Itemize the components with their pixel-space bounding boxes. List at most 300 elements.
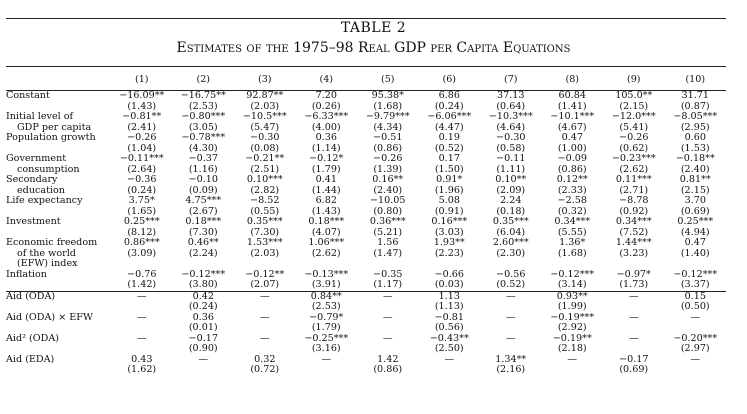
coefficient-cell	[173, 291, 235, 313]
row-label	[6, 291, 111, 313]
row-label-line: of the world	[17, 247, 76, 259]
coefficient-cell	[480, 291, 542, 313]
coefficient-cell	[296, 112, 358, 133]
row-label	[6, 334, 111, 355]
t-statistic: (2.41)	[127, 121, 157, 133]
coefficient-value: 105.0**	[615, 90, 653, 101]
coefficient-value: 0.25***	[123, 216, 160, 227]
coefficient-value: 0.46**	[187, 237, 219, 248]
coefficient-value: 0.41	[315, 174, 337, 185]
row-label	[6, 270, 111, 292]
t-statistic: (0.91)	[434, 205, 464, 217]
coefficient-cell	[234, 133, 296, 154]
coefficient-cell	[419, 112, 481, 133]
row-label-line: consumption	[17, 163, 80, 175]
table-title: TABLE 2	[340, 20, 407, 36]
t-statistic: (0.69)	[619, 364, 649, 375]
coefficient-cell	[111, 154, 173, 175]
row-label-line: Aid (ODA) × EFW	[6, 311, 93, 323]
coefficient-value: —	[567, 353, 578, 365]
coefficient-cell	[603, 175, 665, 196]
t-statistic: (0.56)	[434, 322, 464, 333]
coefficient-cell	[419, 334, 481, 355]
coefficient-value: 0.16***	[431, 216, 468, 227]
coefficient-value: 0.16**	[372, 174, 404, 185]
t-statistic: (2.53)	[188, 100, 218, 112]
coefficient-value: 0.43	[131, 353, 153, 365]
t-statistic: (0.09)	[188, 184, 218, 196]
coefficient-value: —	[628, 332, 639, 344]
coefficient-value: −0.12*	[309, 153, 344, 164]
row-label-line: GDP per capita	[17, 121, 92, 133]
t-statistic: (4.34)	[373, 121, 403, 133]
coefficient-cell	[234, 217, 296, 238]
coefficient-cell	[234, 196, 296, 217]
coefficient-value: 0.32	[254, 353, 276, 365]
coefficient-cell	[173, 313, 235, 334]
t-statistic: (1.68)	[557, 247, 587, 259]
coefficient-cell	[357, 291, 419, 313]
coefficient-cell	[357, 270, 419, 292]
coefficient-cell	[111, 112, 173, 133]
t-statistic: (2.23)	[434, 247, 464, 259]
t-statistic: (3.05)	[188, 121, 218, 133]
table-row	[6, 313, 726, 334]
coefficient-value: 92.87**	[246, 90, 284, 101]
coefficient-cell	[357, 334, 419, 355]
coefficient-value: 3.70	[684, 195, 706, 206]
coefficient-value: 0.17	[438, 153, 460, 164]
coefficient-value: 1.34**	[495, 353, 527, 365]
coefficient-cell	[603, 91, 665, 113]
coefficient-value: −0.09	[557, 153, 587, 164]
coefficient-cell	[665, 112, 727, 133]
coefficient-cell	[173, 91, 235, 113]
coefficient-value: 0.25***	[677, 216, 714, 227]
t-statistic: (6.04)	[496, 226, 526, 238]
t-statistic: (0.64)	[496, 100, 526, 112]
coefficient-value: −0.12***	[673, 268, 718, 280]
coefficient-value: —	[382, 332, 393, 344]
coefficient-value: −12.0***	[611, 111, 656, 122]
coefficient-value: −0.81	[434, 311, 464, 323]
t-statistic: (2.03)	[250, 247, 280, 259]
t-statistic: (5.47)	[250, 121, 280, 133]
t-statistic: (1.42)	[127, 279, 157, 290]
coefficient-value: −9.79***	[365, 111, 410, 122]
coefficient-cell	[111, 270, 173, 292]
t-statistic: (3.80)	[188, 279, 218, 290]
coefficient-value: 0.19	[438, 132, 460, 143]
coefficient-cell	[296, 154, 358, 175]
coefficient-value: −10.5***	[242, 111, 287, 122]
coefficient-value: 0.18***	[185, 216, 222, 227]
row-label-line: Initial level of	[6, 111, 74, 122]
t-statistic: (4.30)	[188, 142, 218, 154]
t-statistic: (1.73)	[619, 279, 649, 290]
t-statistic: (0.62)	[619, 142, 649, 154]
coefficient-cell	[173, 334, 235, 355]
coefficient-cell	[111, 313, 173, 334]
coefficient-cell	[480, 91, 542, 113]
coefficient-value: —	[136, 311, 147, 323]
coefficient-value: —	[628, 311, 639, 323]
coefficient-value: 1.53***	[246, 237, 283, 248]
coefficient-value: 0.91*	[436, 174, 463, 185]
t-statistic: (2.62)	[619, 163, 649, 175]
t-statistic: (2.30)	[496, 247, 526, 259]
coefficient-value: 0.15	[684, 290, 706, 302]
t-statistic: (1.47)	[373, 247, 403, 259]
coefficient-value: −16.09**	[119, 90, 165, 101]
coefficient-value: −0.37	[188, 153, 218, 164]
t-statistic: (0.69)	[680, 205, 710, 217]
row-label-line: Government	[6, 153, 67, 164]
coefficient-value: 0.86***	[123, 237, 160, 248]
t-statistic: (1.14)	[311, 142, 341, 154]
coefficient-value: 0.81**	[679, 174, 711, 185]
coefficient-value: 31.71	[681, 90, 709, 101]
coefficient-value: —	[382, 311, 393, 323]
t-statistic: (1.43)	[127, 100, 157, 112]
coefficient-cell	[542, 291, 604, 313]
coefficient-value: −0.18**	[675, 153, 715, 164]
t-statistic: (0.26)	[311, 100, 341, 112]
coefficient-value: 0.42	[192, 290, 214, 302]
t-statistic: (1.65)	[127, 205, 157, 217]
coefficient-value: −0.35	[373, 268, 403, 280]
t-statistic: (1.40)	[680, 247, 710, 259]
coefficient-value: 1.56	[377, 237, 399, 248]
t-statistic: (7.52)	[619, 226, 649, 238]
coefficient-cell	[173, 154, 235, 175]
t-statistic: (2.33)	[557, 184, 587, 196]
t-statistic: (7.30)	[188, 226, 218, 238]
row-label-line: (EFW) index	[17, 258, 78, 269]
coefficient-cell	[542, 133, 604, 154]
coefficient-cell	[357, 313, 419, 334]
t-statistic: (2.09)	[496, 184, 526, 196]
t-statistic: (0.86)	[557, 163, 587, 175]
coefficient-value: 0.35***	[492, 216, 529, 227]
t-statistic: (1.11)	[496, 163, 526, 175]
coefficient-cell	[542, 334, 604, 355]
coefficient-value: −6.33***	[304, 111, 349, 122]
column-header: (2)	[196, 73, 211, 85]
row-label-line: Constant	[6, 90, 50, 101]
table-row	[6, 238, 726, 270]
coefficient-cell	[234, 175, 296, 196]
t-statistic: (3.16)	[311, 343, 341, 354]
t-statistic: (2.95)	[680, 121, 710, 133]
coefficient-value: 0.84**	[310, 290, 342, 302]
coefficient-cell	[665, 313, 727, 334]
coefficient-cell	[111, 133, 173, 154]
column-header: (8)	[565, 73, 580, 85]
coefficient-cell	[603, 133, 665, 154]
row-label-line: Aid (EDA)	[6, 353, 55, 365]
coefficient-cell	[542, 196, 604, 217]
coefficient-cell	[419, 217, 481, 238]
t-statistic: (0.24)	[434, 100, 464, 112]
coefficient-cell	[173, 355, 235, 376]
coefficient-value: −10.3***	[488, 111, 533, 122]
coefficient-cell	[111, 334, 173, 355]
coefficient-value: 0.36	[315, 132, 337, 143]
t-statistic: (2.92)	[557, 322, 587, 333]
coefficient-value: 7.20	[315, 90, 337, 101]
coefficient-cell	[296, 291, 358, 313]
coefficient-cell	[419, 91, 481, 113]
table-row	[6, 217, 726, 238]
coefficient-cell	[603, 355, 665, 376]
row-label	[6, 154, 111, 175]
coefficient-value: 60.84	[558, 90, 586, 101]
coefficient-cell	[419, 133, 481, 154]
t-statistic: (4.64)	[496, 121, 526, 133]
row-label-line: education	[17, 184, 65, 196]
t-statistic: (0.86)	[373, 142, 403, 154]
coefficient-cell	[111, 196, 173, 217]
t-statistic: (1.16)	[188, 163, 218, 175]
row-label	[6, 238, 111, 270]
t-statistic: (4.94)	[680, 226, 710, 238]
coefficient-cell	[296, 355, 358, 376]
t-statistic: (0.80)	[373, 205, 403, 217]
coefficient-cell	[665, 291, 727, 313]
coefficient-value: 6.86	[438, 90, 460, 101]
column-header: (1)	[134, 73, 149, 85]
t-statistic: (2.15)	[680, 184, 710, 196]
t-statistic: (3.91)	[311, 279, 341, 290]
coefficient-value: 0.18***	[308, 216, 345, 227]
table-body	[6, 91, 726, 376]
coefficient-value: −0.78***	[181, 132, 226, 143]
t-statistic: (0.24)	[188, 301, 218, 312]
coefficient-value: —	[382, 290, 393, 302]
t-statistic: (8.12)	[127, 226, 157, 238]
coefficient-cell	[480, 270, 542, 292]
coefficient-value: 4.75***	[185, 195, 222, 206]
t-statistic: (0.03)	[434, 279, 464, 290]
t-statistic: (0.92)	[619, 205, 649, 217]
coefficient-cell	[665, 270, 727, 292]
coefficient-cell	[234, 355, 296, 376]
column-header: (6)	[442, 73, 457, 85]
coefficient-cell	[419, 313, 481, 334]
t-statistic: (2.97)	[680, 343, 710, 354]
t-statistic: (4.67)	[557, 121, 587, 133]
coefficient-value: −0.19***	[550, 311, 595, 323]
coefficient-value: −0.13***	[304, 268, 349, 280]
row-label-line: Investment	[6, 216, 61, 227]
coefficient-cell	[542, 313, 604, 334]
t-statistic: (3.14)	[557, 279, 587, 290]
coefficient-value: −0.12**	[245, 268, 285, 280]
coefficient-value: −0.10	[188, 174, 218, 185]
coefficient-value: −16.75**	[180, 90, 226, 101]
coefficient-cell	[419, 238, 481, 270]
coefficient-cell	[357, 238, 419, 270]
coefficient-value: −0.26	[619, 132, 649, 143]
t-statistic: (1.41)	[557, 100, 587, 112]
table-row	[6, 112, 726, 133]
coefficient-value: 0.35***	[246, 216, 283, 227]
coefficient-value: −0.12***	[550, 268, 595, 280]
coefficient-cell	[357, 217, 419, 238]
coefficient-value: −0.23***	[611, 153, 656, 164]
coefficient-cell	[111, 91, 173, 113]
coefficient-value: 0.11***	[615, 174, 652, 185]
coefficient-cell	[419, 270, 481, 292]
t-statistic: (2.40)	[680, 163, 710, 175]
row-label-line: Aid² (ODA)	[6, 332, 60, 344]
table-row	[6, 154, 726, 175]
coefficient-value: −8.52	[250, 195, 280, 206]
coefficient-cell	[111, 355, 173, 376]
row-label-line: Aid (ODA)	[6, 290, 56, 302]
table-row	[6, 355, 726, 376]
coefficient-cell	[173, 217, 235, 238]
coefficient-value: −0.17	[619, 353, 649, 365]
coefficient-cell	[419, 355, 481, 376]
t-statistic: (0.55)	[250, 205, 280, 217]
t-statistic: (1.62)	[127, 364, 157, 375]
t-statistic: (5.41)	[619, 121, 649, 133]
coefficient-value: −0.26	[373, 153, 403, 164]
coefficient-value: —	[505, 290, 516, 302]
top-rule	[6, 18, 726, 19]
coefficient-cell	[234, 313, 296, 334]
coefficient-cell	[173, 196, 235, 217]
coefficient-cell	[665, 355, 727, 376]
t-statistic: (0.86)	[373, 364, 403, 375]
t-statistic: (0.87)	[680, 100, 710, 112]
coefficient-value: −0.80***	[181, 111, 226, 122]
column-header: (4)	[319, 73, 334, 85]
t-statistic: (2.50)	[434, 343, 464, 354]
table-row	[6, 270, 726, 292]
t-statistic: (3.03)	[434, 226, 464, 238]
coefficient-cell	[665, 217, 727, 238]
coefficient-cell	[603, 313, 665, 334]
coefficient-value: —	[321, 353, 332, 365]
t-statistic: (2.24)	[188, 247, 218, 259]
coefficient-cell	[603, 291, 665, 313]
row-label-line: Life expectancy	[6, 195, 83, 206]
coefficient-cell	[603, 196, 665, 217]
coefficient-cell	[296, 217, 358, 238]
coefficient-cell	[357, 154, 419, 175]
coefficient-value: −8.78	[619, 195, 649, 206]
coefficient-cell	[480, 196, 542, 217]
t-statistic: (0.52)	[434, 142, 464, 154]
coefficient-cell	[480, 217, 542, 238]
coefficient-cell	[357, 133, 419, 154]
coefficient-cell	[542, 270, 604, 292]
coefficient-value: —	[505, 311, 516, 323]
row-label-line: Secondary	[6, 174, 58, 185]
row-label	[6, 217, 111, 238]
coefficient-value: −0.66	[434, 268, 464, 280]
coefficient-value: −0.17	[188, 332, 218, 344]
coefficient-cell	[296, 238, 358, 270]
coefficient-cell	[542, 154, 604, 175]
t-statistic: (0.72)	[250, 364, 280, 375]
coefficient-value: —	[259, 311, 270, 323]
t-statistic: (1.13)	[434, 301, 464, 312]
coefficient-value: —	[136, 290, 147, 302]
coefficient-cell	[665, 91, 727, 113]
coefficient-value: −0.36	[127, 174, 157, 185]
row-label	[6, 313, 111, 334]
coefficient-cell	[296, 175, 358, 196]
t-statistic: (0.90)	[188, 343, 218, 354]
coefficient-value: —	[198, 353, 209, 365]
coefficient-value: 0.10**	[495, 174, 527, 185]
t-statistic: (2.15)	[619, 100, 649, 112]
coefficient-cell	[542, 238, 604, 270]
coefficient-value: 2.60***	[492, 237, 529, 248]
coefficient-cell	[603, 154, 665, 175]
t-statistic: (1.43)	[311, 205, 341, 217]
coefficient-cell	[665, 175, 727, 196]
coefficient-cell	[480, 334, 542, 355]
coefficient-cell	[296, 313, 358, 334]
coefficient-cell	[296, 196, 358, 217]
coefficient-cell	[296, 334, 358, 355]
coefficient-value: −6.06***	[427, 111, 472, 122]
coefficient-cell	[480, 154, 542, 175]
coefficient-value: −0.97*	[616, 268, 651, 280]
coefficient-cell	[173, 175, 235, 196]
t-statistic: (2.03)	[250, 100, 280, 112]
table-row	[6, 91, 726, 113]
column-header-row	[6, 70, 726, 91]
t-statistic: (2.40)	[373, 184, 403, 196]
coefficient-cell	[111, 238, 173, 270]
column-header: (5)	[380, 73, 395, 85]
t-statistic: (3.23)	[619, 247, 649, 259]
coefficient-value: −0.26	[127, 132, 157, 143]
coefficient-value: −0.20***	[673, 332, 718, 344]
t-statistic: (1.79)	[311, 163, 341, 175]
t-statistic: (2.07)	[250, 279, 280, 290]
coefficient-value: 0.36***	[369, 216, 406, 227]
coefficient-cell	[665, 154, 727, 175]
table-row	[6, 334, 726, 355]
row-label-line: Population growth	[6, 132, 96, 143]
t-statistic: (2.67)	[188, 205, 218, 217]
t-statistic: (1.50)	[434, 163, 464, 175]
coefficient-cell	[603, 238, 665, 270]
coefficient-value: 5.08	[438, 195, 460, 206]
table-row	[6, 175, 726, 196]
t-statistic: (4.07)	[311, 226, 341, 238]
coefficient-value: —	[690, 311, 701, 323]
t-statistic: (5.21)	[373, 226, 403, 238]
coefficient-cell	[357, 175, 419, 196]
t-statistic: (0.08)	[250, 142, 280, 154]
column-header: (9)	[626, 73, 641, 85]
coefficient-cell	[419, 291, 481, 313]
coefficient-value: −0.11***	[119, 153, 164, 164]
coefficient-value: —	[690, 353, 701, 365]
coefficient-value: —	[259, 290, 270, 302]
coefficient-cell	[296, 91, 358, 113]
coefficient-value: —	[259, 332, 270, 344]
row-label-line: Inflation	[6, 268, 47, 280]
